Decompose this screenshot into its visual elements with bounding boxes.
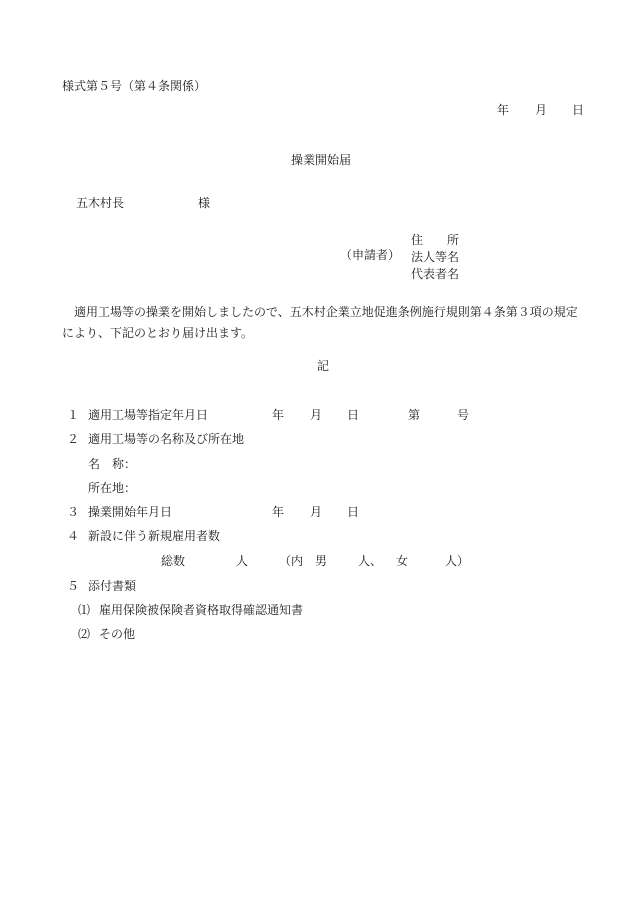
person-comma-label: 人、 (358, 554, 383, 568)
addressee-honorific: 様 (198, 196, 211, 210)
item-number: ４ (67, 529, 80, 543)
item-label: 適用工場等指定年月日 (88, 408, 209, 422)
item-number: ２ (67, 432, 80, 446)
dai-label: 第 (408, 408, 421, 422)
item-label: 添付書類 (88, 579, 137, 593)
breakdown-male-label: （内 男 (279, 554, 328, 568)
name-field-label: 名 称： (88, 457, 137, 471)
item-label: 適用工場等の名称及び所在地 (88, 432, 245, 446)
date-day-label: 日 (572, 103, 585, 117)
attachment-label: その他 (99, 627, 136, 641)
applicant-representative-label: 代表者名 (411, 267, 460, 281)
attachment-label: 雇用保険被保険者資格取得確認通知書 (99, 603, 304, 617)
year-label: 年 (272, 505, 285, 519)
day-label: 日 (347, 505, 360, 519)
month-label: 月 (310, 408, 323, 422)
person-close-label: 人） (445, 554, 470, 568)
ki-heading: 記 (317, 359, 330, 373)
item-label: 操業開始年月日 (88, 505, 173, 519)
day-label: 日 (347, 408, 360, 422)
total-label: 総数 (161, 554, 186, 568)
date-month-label: 月 (535, 103, 548, 117)
year-label: 年 (272, 408, 285, 422)
go-label: 号 (457, 408, 470, 422)
applicant-company-label: 法人等名 (411, 250, 460, 264)
applicant-address-label: 住 所 (411, 233, 460, 247)
item-label: 新設に伴う新規雇用者数 (88, 529, 221, 543)
item-number: ５ (67, 579, 80, 593)
applicant-label: （申請者） (340, 248, 401, 262)
female-label: 女 (396, 554, 409, 568)
item-number: １ (67, 408, 80, 422)
form-number: 様式第５号（第４条関係） (62, 79, 207, 93)
body-paragraph: 適用工場等の操業を開始しましたので、五木村企業立地促進条例施行規則第４条第３項の規定により、下記のとおり届け出ます。 (62, 305, 578, 340)
addressee-name: 五木村長 (76, 196, 125, 210)
month-label: 月 (310, 505, 323, 519)
person-label: 人 (236, 554, 249, 568)
location-field-label: 所在地： (88, 481, 137, 495)
document-title: 操業開始届 (291, 153, 352, 167)
attachment-number: ⑴ (78, 603, 91, 617)
item-number: ３ (67, 505, 80, 519)
attachment-number: ⑵ (78, 627, 91, 641)
date-year-label: 年 (497, 103, 510, 117)
